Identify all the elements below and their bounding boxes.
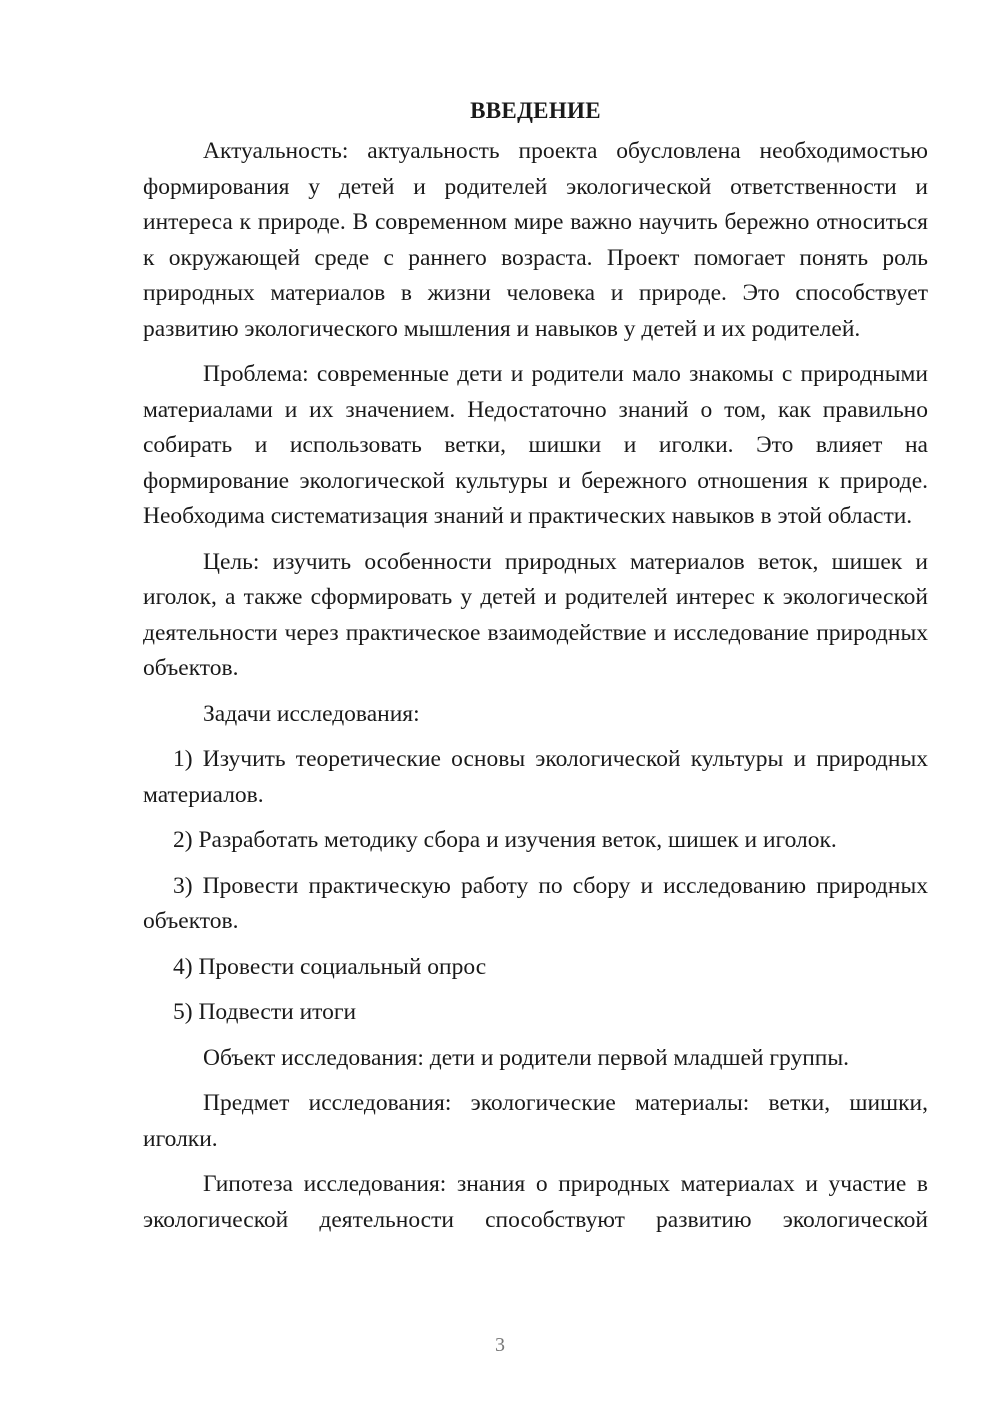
task-item: 3) Провести практическую работу по сбору и исследованию природных объектов.: [143, 872, 928, 934]
task-item: 2) Разработать методику сбора и изучения веток, шишек и иголок.: [173, 827, 837, 853]
paragraph-relevance: Актуальность: актуальность проекта обусловлена необходимостью формирования у детей и родителей экологической ответственности и интереса к природе. В современном мире важно научить бережно относиться к окружающей среде с раннего возраста. Проект помогает понять роль природных материалов в жизни человека и природе. Это способствует развитию экологического мышления и навыков у детей и их родителей.: [143, 138, 928, 342]
paragraph-goal: Цель: изучить особенности природных материалов веток, шишек и иголок, а также сформировать у детей и родителей интерес к экологической деятельности через практическое взаимодействие и исследование природных объектов.: [143, 548, 928, 681]
paragraph-tasks-heading: Задачи исследования:: [203, 700, 420, 727]
task-item: 4) Провести социальный опрос: [173, 953, 487, 980]
document-title: ВВЕДЕНИЕ: [470, 98, 601, 123]
paragraph-hypothesis: Гипотеза исследования: знания о природных материалах и участие в экологической деятельности способствуют развитию экологической: [143, 1171, 928, 1233]
paragraph-object: Объект исследования: дети и родители первой младшей группы.: [203, 1044, 850, 1071]
paragraph-problem: Проблема: современные дети и родители мало знакомы с природными материалами и их значением. Недостаточно знаний о том, как правильно собирать и использовать ветки, шишки и иголки. Это влияет на формирование экологической культуры и бережного отношения к природе. Необходима систематизация знаний и практических навыков в этой области.: [143, 361, 928, 529]
task-item: 5) Подвести итоги: [173, 999, 357, 1025]
page-number: 3: [495, 1334, 505, 1356]
document-page: [143, 96, 928, 1248]
task-item: 1) Изучить теоретические основы экологической культуры и природных материалов.: [143, 746, 928, 808]
paragraph-subject: Предмет исследования: экологические материалы: ветки, шишки, иголки.: [143, 1090, 928, 1152]
